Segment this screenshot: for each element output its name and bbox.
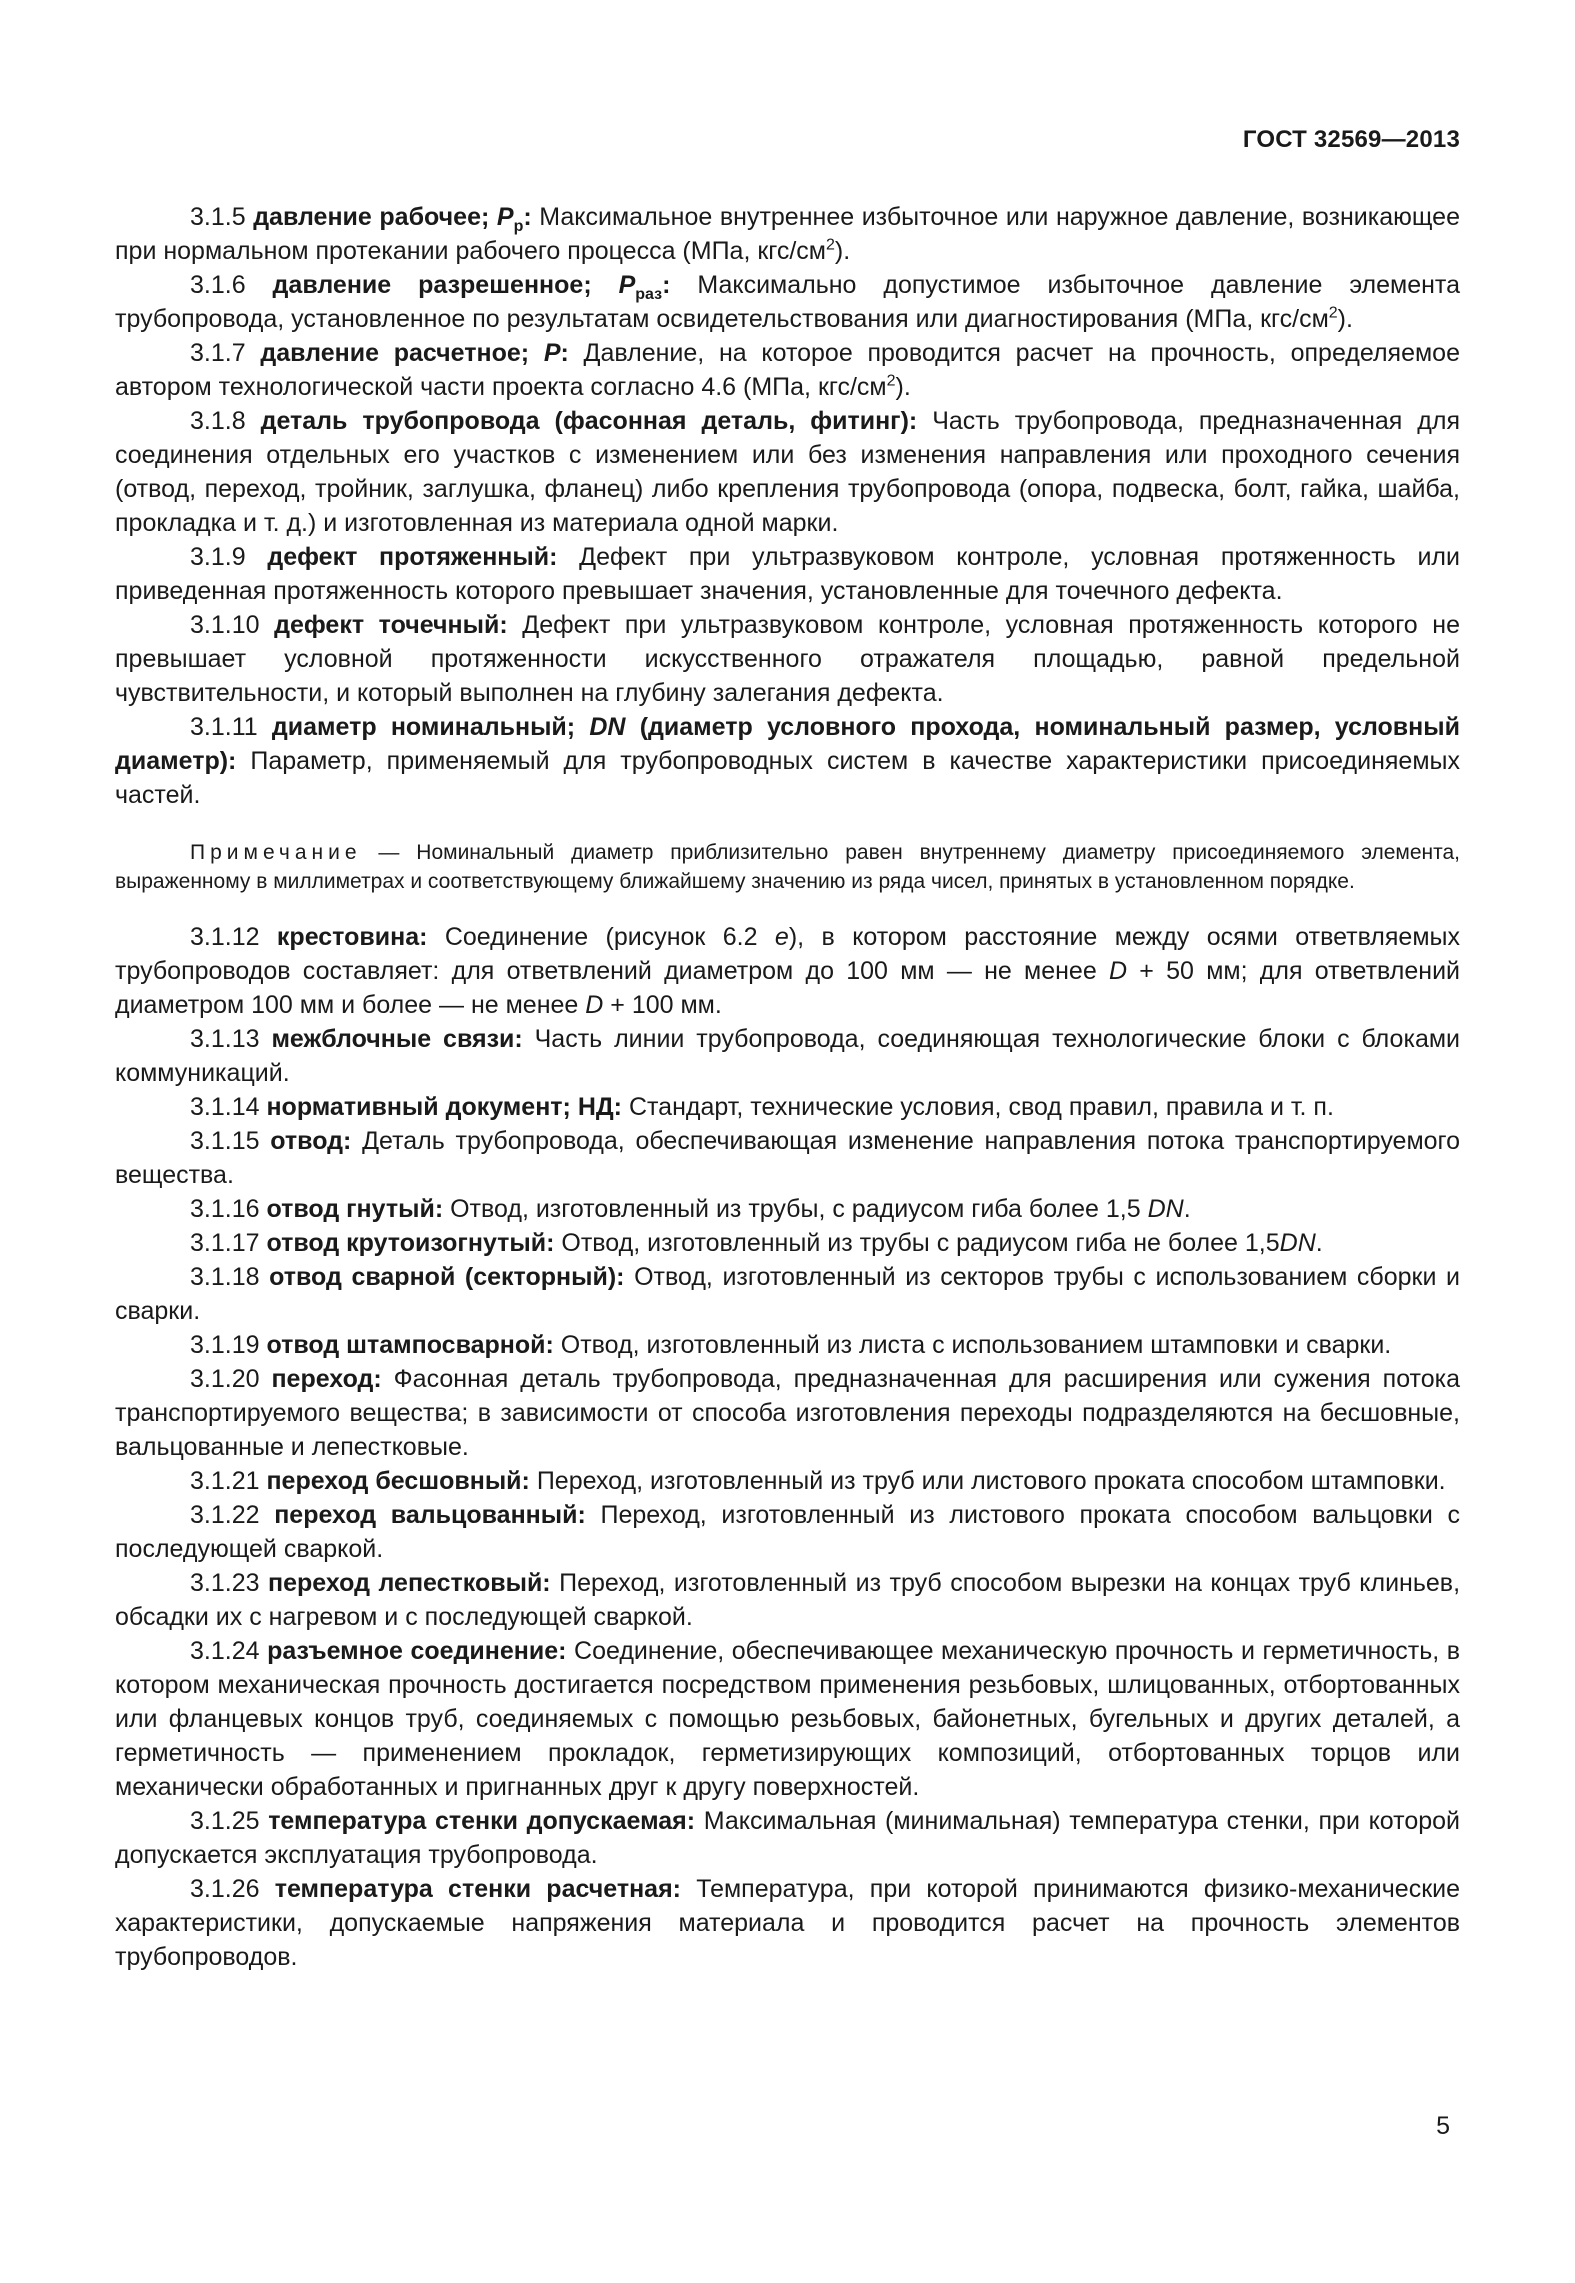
- term: разъемное соединение:: [267, 1637, 567, 1665]
- definition-3-1-26: [115, 1872, 1460, 1974]
- clause-number: 3.1.12: [190, 923, 277, 951]
- term: отвод:: [270, 1127, 352, 1155]
- term: отвод гнутый:: [266, 1195, 444, 1223]
- definition-text: Дефект при ультразвуковом контроле, условная протяженность или приведенная протяженность которого превышает значения, установленные для точечного дефекта.: [115, 543, 1460, 605]
- figure-letter: е: [774, 923, 789, 951]
- term: давление рабочее; $P_р$:: [253, 203, 532, 235]
- clause-number: 3.1.24: [190, 1637, 268, 1665]
- clause-number: 3.1.23: [190, 1569, 269, 1597]
- clause-number: 3.1.10: [190, 611, 275, 639]
- note-label: Примечание: [190, 841, 362, 864]
- term: дефект протяженный:: [267, 543, 558, 571]
- definition-3-1-9: [115, 540, 1460, 608]
- symbol: D: [585, 991, 604, 1019]
- symbol: DN: [1279, 1229, 1316, 1257]
- definition-text: Отвод, изготовленный из трубы, с радиусом гиба более 1,5: [443, 1195, 1148, 1223]
- definition-3-1-22: [115, 1498, 1460, 1566]
- definition-text: Отвод, изготовленный из трубы с радиусом гиба не более 1,5: [554, 1229, 1280, 1257]
- definition-text: Переход, изготовленный из труб или листового проката способом штамповки.: [529, 1467, 1446, 1495]
- definition-text: Фасонная деталь трубопровода, предназначенная для расширения или сужения потока транспортируемого вещества; в зависимости от способа изготовления переходы подразделяются на бесшовные, вальцованные и лепестковые.: [115, 1365, 1461, 1461]
- definition-text: Переход, изготовленный из труб способом вырезки на концах труб клиньев, обсадки их с нагревом и с последующей сваркой.: [115, 1569, 1461, 1631]
- definition-text: Соединение, обеспечивающее механическую прочность и герметичность, в котором механическая прочность достигается посредством применения резьбовых, шлицованных, отбортованных или фланцевых концов труб, соединяемых с помощью резьбовых, байонетных, бугельных и других деталей, а герметичность — применением прокладок, герметизирующих композиций, отбортованных торцов или механически обработанных и пригнанных друг к другу поверхностей.: [115, 1637, 1460, 1801]
- clause-number: 3.1.19: [190, 1331, 267, 1359]
- clause-number: 3.1.20: [190, 1365, 272, 1393]
- definition-text: Параметр, применяемый для трубопроводных систем в качестве характеристики присоединяемых частей.: [115, 747, 1460, 809]
- definitions-section: [115, 200, 1460, 1974]
- clause-number: 3.1.25: [190, 1807, 269, 1835]
- definition-text: Стандарт, технические условия, свод правил, правила и т. п.: [622, 1093, 1334, 1121]
- definition-3-1-14: [115, 1090, 1460, 1124]
- term: отвод сварной (секторный):: [269, 1263, 625, 1291]
- definition-3-1-25: [115, 1804, 1460, 1872]
- term: деталь трубопровода (фасонная деталь, фитинг):: [260, 407, 918, 435]
- definition-3-1-7: 3.1.7 давление расчетное; P: Давление, на которое проводится расчет на прочность, определяемое автором технологической части проекта согласно 4.6 (МПа, кгс/$см^2$).: [115, 339, 1460, 401]
- term: дефект точечный:: [274, 611, 508, 639]
- symbol: P: [496, 203, 514, 231]
- note-text: — Номинальный диаметр приблизительно равен внутреннему диаметру присоединяемого элемента, выраженному в миллиметрах и соответствующему ближайшему значению из ряда чисел, принятых в установленном порядке.: [115, 841, 1460, 893]
- clause-number: 3.1.21: [190, 1467, 267, 1495]
- definition-3-1-13: [115, 1022, 1460, 1090]
- definition-3-1-8: [115, 404, 1460, 540]
- term: давление расчетное; P:: [260, 339, 569, 367]
- term: отвод крутоизогнутый:: [266, 1229, 555, 1257]
- clause-number: 3.1.14: [190, 1093, 267, 1121]
- term: крестовина:: [276, 923, 428, 951]
- clause-number: 3.1.22: [190, 1501, 275, 1529]
- term: давление разрешенное; $P_{раз}$:: [272, 271, 671, 303]
- definition-3-1-12: 3.1.12 крестовина: Соединение (рисунок 6.2 е), в котором расстояние между осями ответвляемых трубопроводов составляет: для ответвлений диаметром до 100 мм — не менее D + 50 мм; для ответвлений диаметром 100 мм и более — не менее D + 100 мм.: [115, 923, 1460, 1019]
- symbol: P: [543, 339, 561, 367]
- term: температура стенки расчетная:: [274, 1875, 681, 1903]
- definition-3-1-20: [115, 1362, 1460, 1464]
- clause-number: 3.1.8: [190, 407, 261, 435]
- term: переход бесшовный:: [266, 1467, 530, 1495]
- definition-text: Отвод, изготовленный из секторов трубы с использованием сборки и сварки.: [115, 1263, 1461, 1325]
- clause-number: 3.1.9: [190, 543, 268, 571]
- definition-3-1-15: [115, 1124, 1460, 1192]
- definition-3-1-21: [115, 1464, 1460, 1498]
- definition-3-1-23: [115, 1566, 1460, 1634]
- definition-text: Часть трубопровода, предназначенная для соединения отдельных его участков с изменением или без изменения направления или проходного сечения (отвод, переход, тройник, заглушка, фланец) либо крепления трубопровода (опора, подвеска, болт, гайка, шайба, прокладка и т. д.) и изготовленная из материала одной марки.: [115, 407, 1460, 537]
- term: переход:: [271, 1365, 382, 1393]
- clause-number: 3.1.6: [190, 271, 273, 299]
- definition-text: Переход, изготовленный из листового проката способом вальцовки с последующей сваркой.: [115, 1501, 1461, 1563]
- note-paragraph: [115, 838, 1460, 896]
- term: отвод штампосварной:: [266, 1331, 554, 1359]
- symbol: D: [1108, 957, 1128, 985]
- definition-3-1-6: 3.1.6 давление разрешенное; $P_{раз}$: Максимально допустимое избыточное давление элемента трубопровода, установленное по результатам освидетельствования или диагностирования (МПа, кгс/$см^2$).: [115, 271, 1460, 333]
- definition-text: Дефект при ультразвуковом контроле, условная протяженность которого не превышает условной протяженности искусственного отражателя площадью, равной предельной чувствительности, и который выполнен на глубину залегания дефекта.: [115, 611, 1460, 707]
- definition-text: Давление, на которое проводится расчет на прочность, определяемое автором технологической части проекта согласно 4.6 (МПа, кгс/см: [115, 339, 1460, 401]
- clause-number: 3.1.7: [190, 339, 261, 367]
- clause-number: 3.1.5: [190, 203, 254, 231]
- term: нормативный документ; НД:: [266, 1093, 623, 1121]
- symbol-subscript: р: [513, 218, 524, 235]
- page-number: 5: [1436, 2112, 1450, 2140]
- definition-3-1-16: 3.1.16 отвод гнутый: Отвод, изготовленный из трубы, с радиусом гиба более 1,5 DN.: [190, 1195, 1191, 1223]
- definition-text: Температура, при которой принимаются физико-механические характеристики, допускаемые напряжения материала и проводится расчет на прочность элементов трубопроводов.: [115, 1875, 1461, 1971]
- definition-text: Максимальное внутреннее избыточное или наружное давление, возникающее при нормальном протекании рабочего процесса (МПа, кгс/см: [115, 203, 1460, 265]
- definition-3-1-10: [115, 608, 1460, 710]
- clause-number: 3.1.18: [190, 1263, 270, 1291]
- clause-number: 3.1.17: [190, 1229, 267, 1257]
- term: диаметр номинальный; DN (диаметр условного прохода, номинальный размер, условный диаметр):: [115, 713, 1460, 775]
- clause-number: 3.1.16: [190, 1195, 267, 1223]
- definition-text: Деталь трубопровода, обеспечивающая изменение направления потока транспортируемого вещества.: [115, 1127, 1461, 1189]
- clause-number: 3.1.26: [190, 1875, 275, 1903]
- term: температура стенки допускаемая:: [268, 1807, 696, 1835]
- symbol-subscript: раз: [635, 286, 663, 303]
- term: межблочные связи:: [271, 1025, 523, 1053]
- document-code-header: ГОСТ 32569—2013: [1242, 126, 1460, 153]
- definition-text: Максимальная (минимальная) температура стенки, при которой допускается эксплуатация трубопровода.: [115, 1807, 1460, 1869]
- superscript: 2: [1328, 304, 1338, 322]
- definition-text: Часть линии трубопровода, соединяющая технологические блоки с блоками коммуникаций.: [115, 1025, 1461, 1087]
- superscript: 2: [886, 372, 896, 390]
- definition-3-1-24: [115, 1634, 1460, 1804]
- definition-3-1-19: [115, 1328, 1460, 1362]
- definition-3-1-18: [115, 1260, 1460, 1328]
- term: переход лепестковый:: [268, 1569, 551, 1597]
- clause-number: 3.1.13: [190, 1025, 272, 1053]
- clause-number: 3.1.15: [190, 1127, 271, 1155]
- definition-text: Отвод, изготовленный из листа с использованием штамповки и сварки.: [553, 1331, 1392, 1359]
- symbol: DN: [1147, 1195, 1184, 1223]
- symbol: DN: [589, 713, 626, 741]
- definition-3-1-5: 3.1.5 давление рабочее; $P_р$: Максимальное внутреннее избыточное или наружное давление, возникающее при нормальном протекании рабочего процесса (МПа, кгс/$см^2$).: [115, 203, 1460, 265]
- clause-number: 3.1.11: [190, 713, 272, 741]
- definition-3-1-11: [115, 710, 1460, 812]
- superscript: 2: [825, 236, 835, 254]
- definition-text: Максимально допустимое избыточное давление элемента трубопровода, установленное по результатам освидетельствования или диагностирования (МПа, кгс/см: [115, 271, 1460, 333]
- symbol: P: [618, 271, 636, 299]
- definition-3-1-17: 3.1.17 отвод крутоизогнутый: Отвод, изготовленный из трубы с радиусом гиба не более 1,5DN.: [190, 1229, 1323, 1257]
- term: переход вальцованный:: [274, 1501, 586, 1529]
